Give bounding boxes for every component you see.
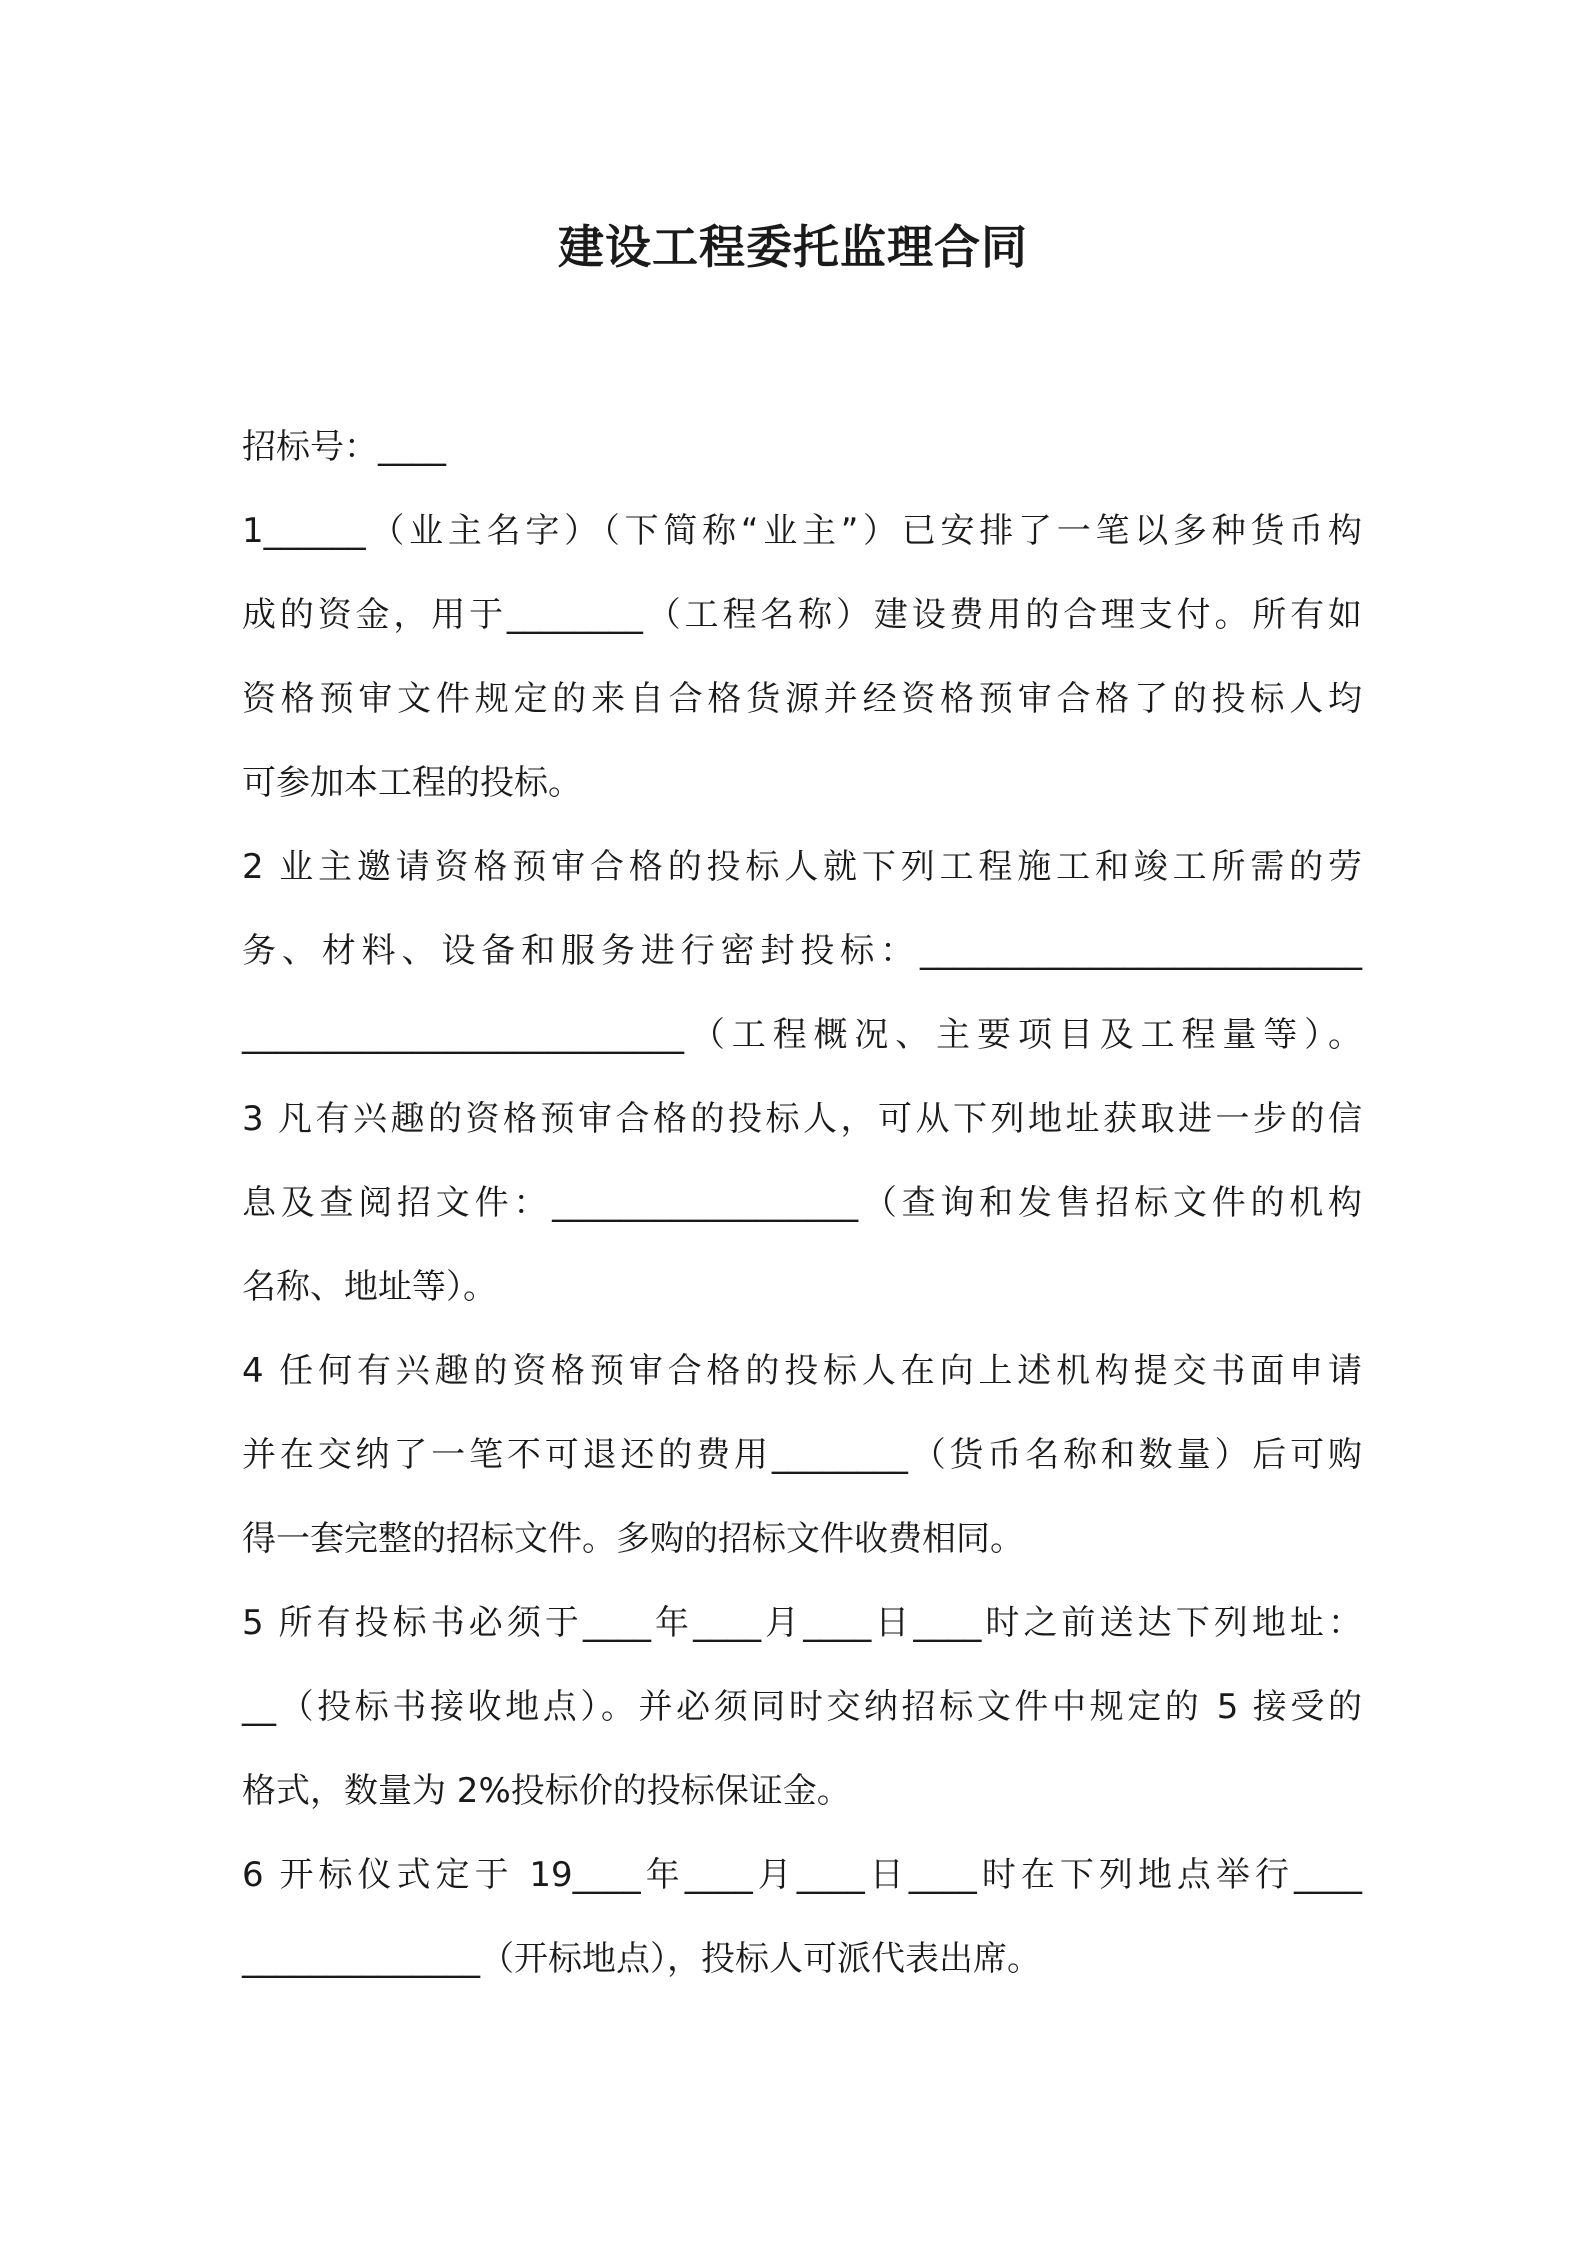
clause-3-line-2: 息及查阅招文件：__________________（查询和发售招标文件的机构 [242,1183,1362,1223]
clause-2-line-1: 2 业主邀请资格预审合格的投标人就下列工程施工和竣工所需的劳 [242,847,1362,887]
tender-number-line: 招标号：____ [242,427,446,467]
clause-5-line-1: 5 所有投标书必须于____年____月____日____时之前送达下列地址： [242,1603,1362,1643]
document-title: 建设工程委托监理合同 [558,220,1028,274]
clause-1-line-4: 可参加本工程的投标。 [242,763,582,803]
document-body [242,405,1362,2001]
clause-3-line-1: 3 凡有兴趣的资格预审合格的投标人，可从下列地址获取进一步的信 [242,1099,1362,1139]
clause-2-line-3: __________________________（工程概况、主要项目及工程量等）。 [242,1015,1362,1055]
clause-4-line-2: 并在交纳了一笔不可退还的费用________（货币名称和数量）后可购 [242,1435,1362,1475]
clause-4-line-1: 4 任何有兴趣的资格预审合格的投标人在向上述机构提交书面申请 [242,1351,1362,1391]
clause-6-line-2: ______________（开标地点），投标人可派代表出席。 [242,1939,1041,1979]
clause-5-line-2: __（投标书接收地点）。并必须同时交纳招标文件中规定的 5 接受的 [242,1687,1362,1727]
clause-5-line-3: 格式，数量为 2%投标价的投标保证金。 [242,1771,851,1811]
clause-2-line-2: 务、材料、设备和服务进行密封投标：__________________________ [242,931,1362,971]
clause-4-line-3: 得一套完整的招标文件。多购的招标文件收费相同。 [242,1519,1024,1559]
clause-1-line-2: 成的资金，用于________（工程名称）建设费用的合理支付。所有如 [242,595,1362,635]
clause-6-line-1: 6 开标仪式定于 19____年____月____日____时在下列地点举行____ [242,1855,1362,1895]
clause-1-line-3: 资格预审文件规定的来自合格货源并经资格预审合格了的投标人均 [242,679,1362,719]
clause-3-line-3: 名称、地址等）。 [242,1267,497,1307]
clause-1-line-1: 1______（业主名字）（下简称“业主”）已安排了一笔以多种货币构 [242,511,1362,551]
